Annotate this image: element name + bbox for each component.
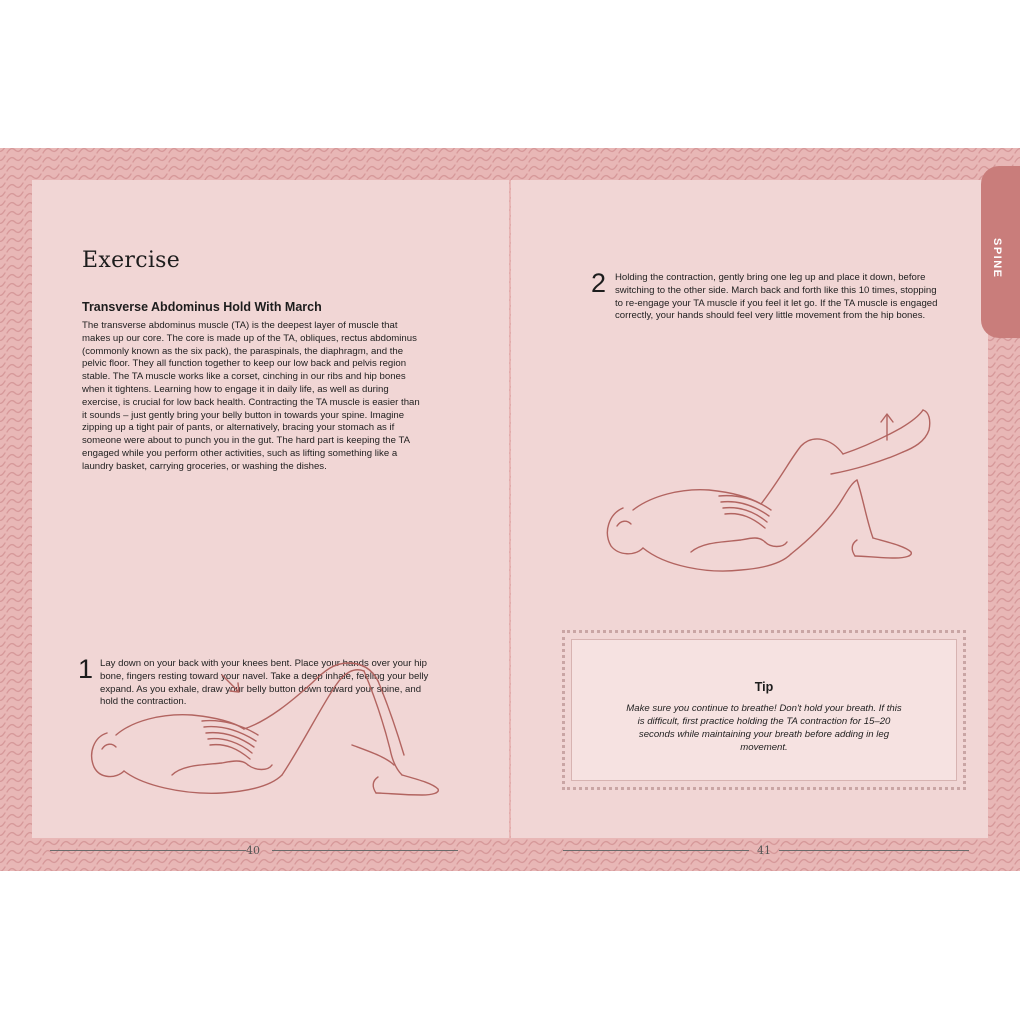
tip-text: Make sure you continue to breathe! Don't hold your breath. If this is difficult, first practice holding the TA contraction for 15–20 seconds while maintaining your breath before adding in leg movement. <box>626 703 902 753</box>
tip-box-inner <box>571 639 957 781</box>
page-heading: Exercise <box>82 248 181 273</box>
intro-paragraph: The transverse abdominus muscle (TA) is the deepest layer of muscle that makes up our core. The core is made up of the TA, obliques, rectus abdominus (commonly known as the six pack), the paraspinals, the diaphragm, and the pelvic floor. They all function together to keep our low back and pelvis region stable. The TA muscle works like a corset, cinching in our ribs and hip bones when it tightens. Learning how to engage it in daily life, as well as during exercise, is crucial for low back health. Contracting the TA muscle is easier than it sounds – just gently bring your belly button in towards your spine. Imagine zipping up a tight pair of pants, or alternatively, bracing your stomach as if someone were about to punch you in the gut. The hard part is keeping the TA engaged while you perform other activities, such as lifting something like a laundry basket, carrying groceries, or washing the dishes. <box>82 320 420 472</box>
right-page <box>511 180 988 857</box>
footer-rule-left-a <box>50 850 246 851</box>
step-1-text: Lay down on your back with your knees bent. Place your hands over your hip bone, fingers resting toward your navel. Take a deep inhale, feeling your belly expand. As you exhale, draw your belly button down toward your spine, and hold the contraction. <box>100 658 429 708</box>
page-number-40: 40 <box>246 844 260 857</box>
figure-lying-knees-bent <box>72 625 432 805</box>
left-page <box>32 180 509 857</box>
step-2-number: 2 <box>591 268 607 298</box>
step-2-text: Holding the contraction, gently bring one leg up and place it down, before switching to the other side. March back and forth like this 10 times, stopping to re-engage your TA muscle if you feel it let go. If the TA muscle is engaged correctly, your hands should feel very little movement from the hip bones. <box>615 272 938 322</box>
page-number-41: 41 <box>757 844 771 857</box>
tip-box <box>562 630 966 790</box>
footer-rule-right-b <box>779 850 969 851</box>
exercise-title: Transverse Abdominus Hold With March <box>82 300 322 314</box>
footer-rule-right-a <box>563 850 749 851</box>
spine-tab-label: SPINE <box>991 238 1003 279</box>
step-1-number: 1 <box>78 654 94 684</box>
tip-title: Tip <box>754 680 774 694</box>
footer-rule-left-b <box>272 850 458 851</box>
figure-lying-leg-raised <box>591 398 951 598</box>
book-spread <box>0 148 1020 871</box>
